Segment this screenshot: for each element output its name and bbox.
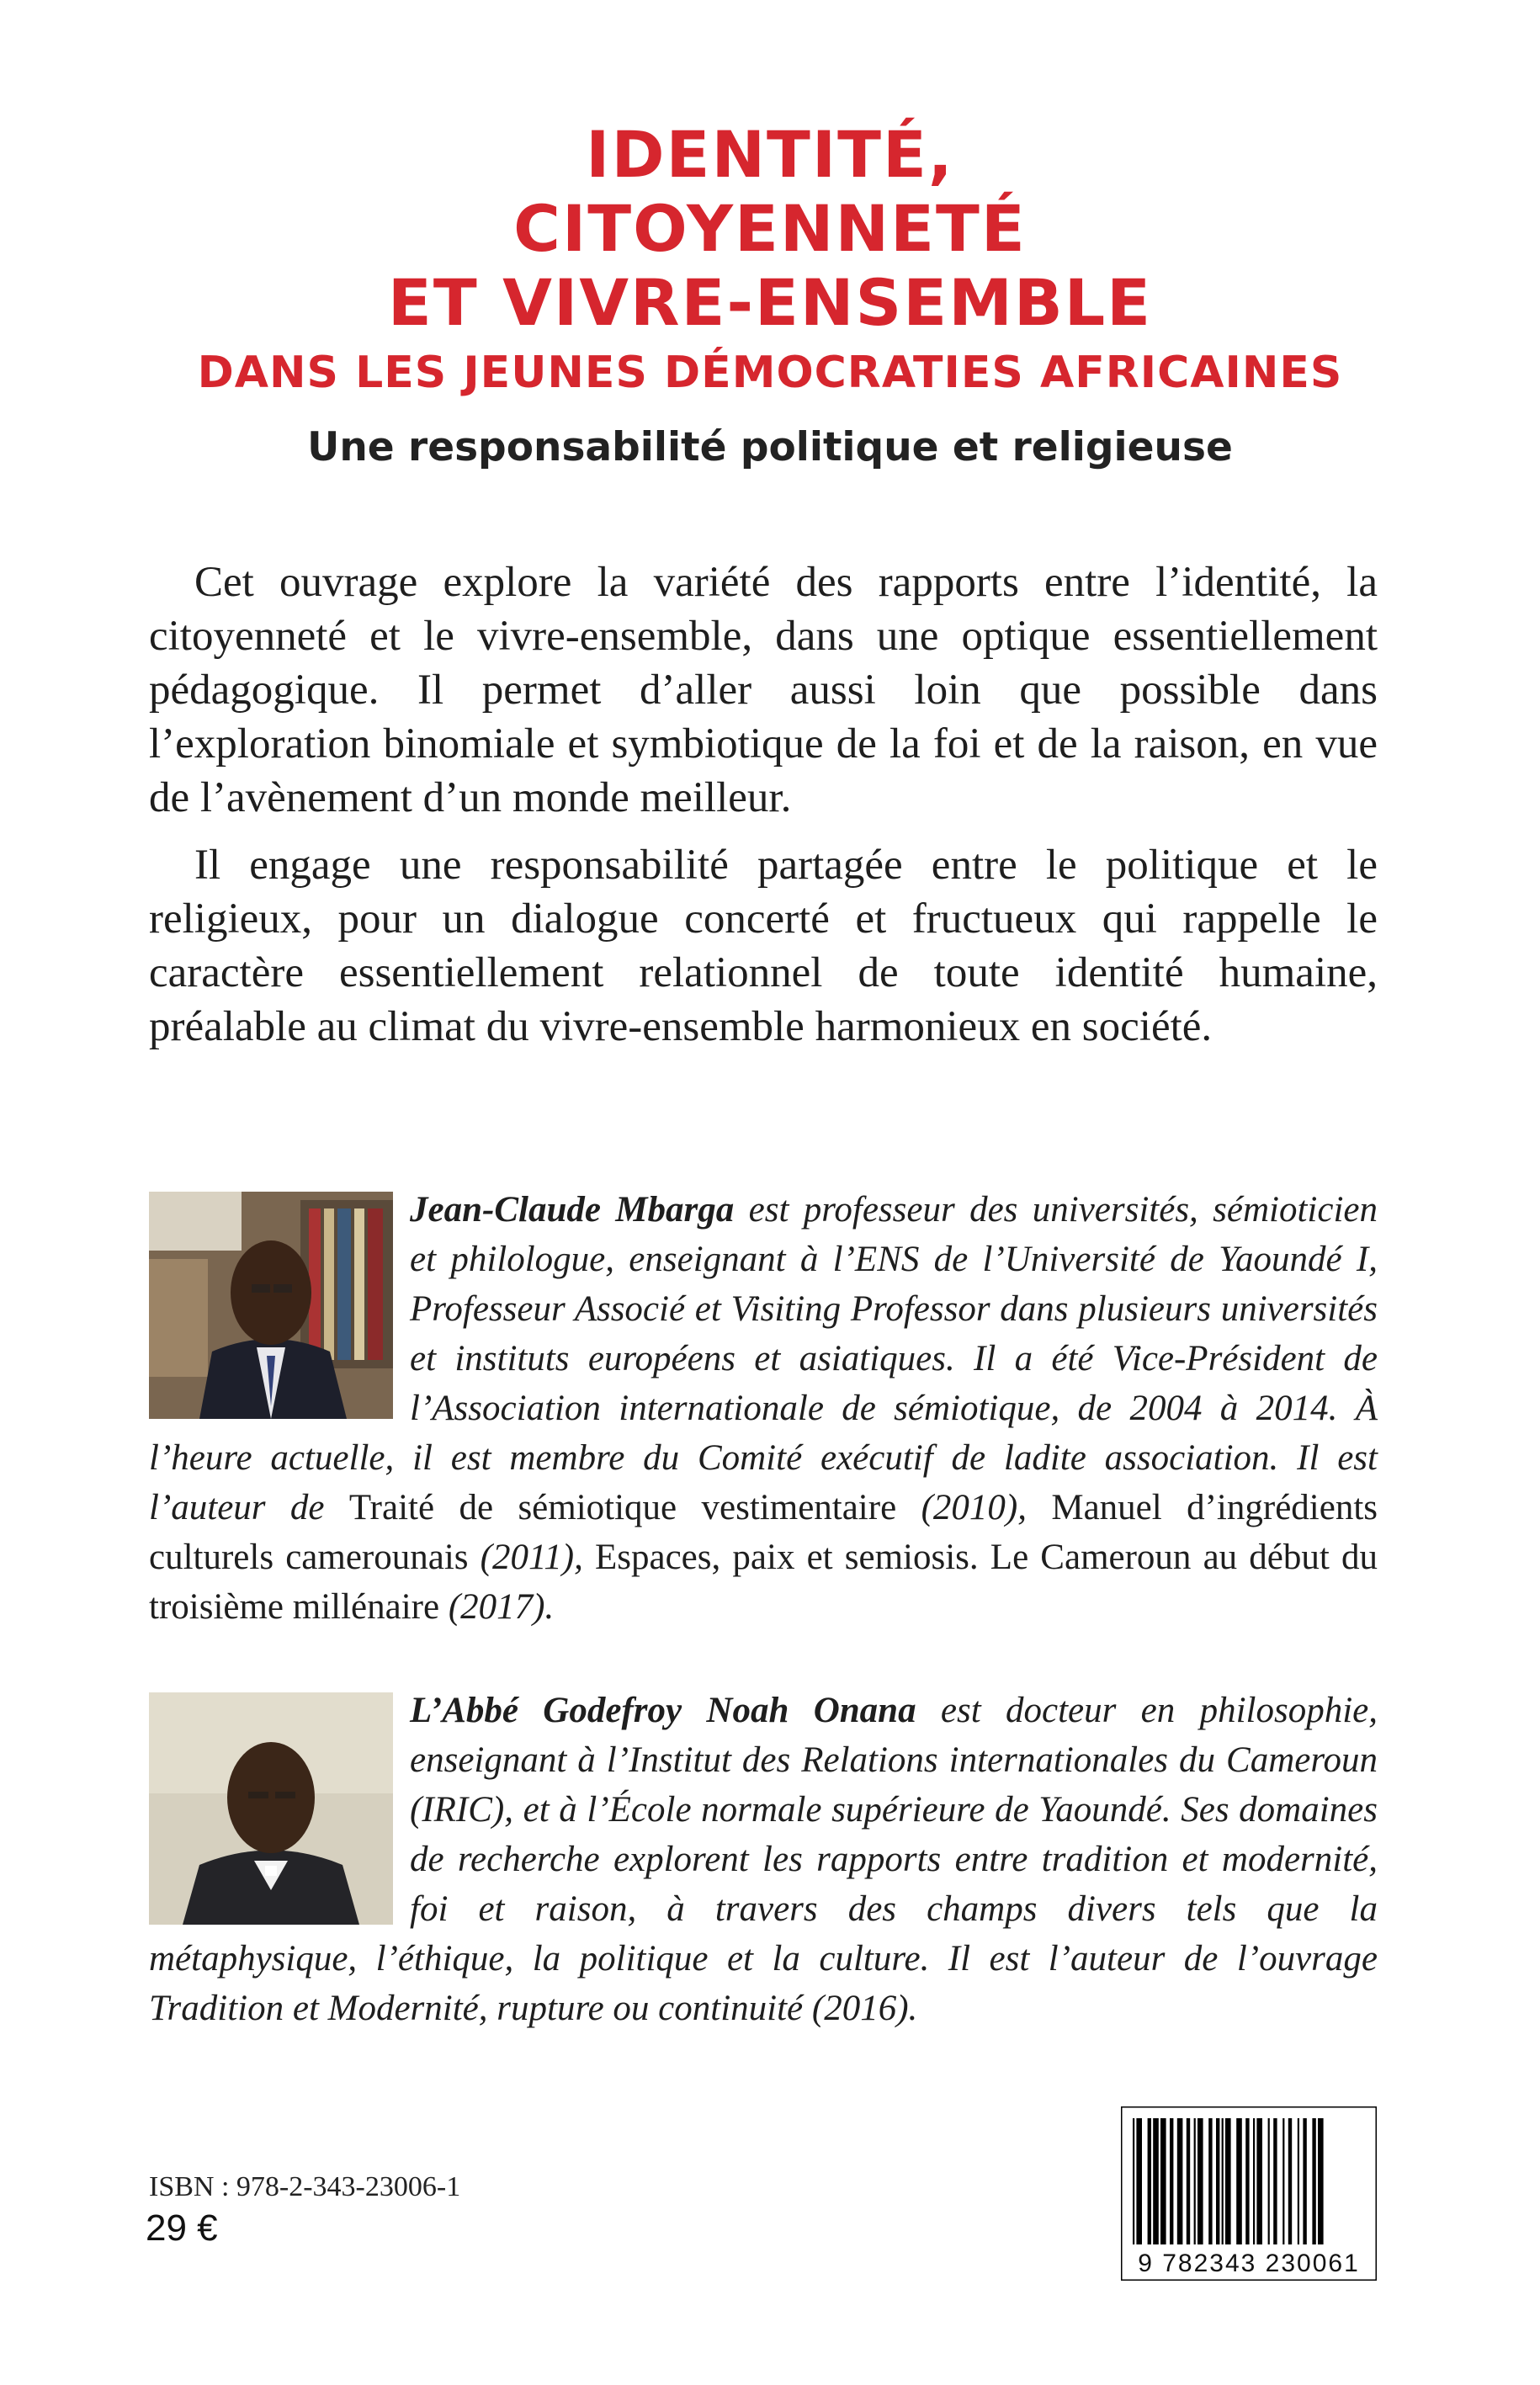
title-line-2: CITOYENNETÉ [513,191,1027,266]
summary-paragraph-2: Il engage une responsabilité partagée entre le politique et le religieux, pour un dialogue concerté et fructueux qui rappelle le caractère essentiellement relationnel de toute identité humaine, préalable au climat du vivre-ensemble harmonieux en société. [149,842,1378,1050]
barcode-bar [1208,2118,1212,2244]
barcode-bar [1273,2118,1277,2244]
barcode-bar [1222,2118,1224,2244]
barcode-bar [1153,2118,1159,2244]
barcode-bar [1288,2118,1292,2244]
book-title: Espaces, paix et semiosis. Le Cameroun au début du troisième millénaire [149,1538,1378,1627]
barcode-bar [1177,2118,1183,2244]
barcode-bar [1170,2118,1173,2244]
barcode-bar [1194,2118,1196,2244]
book-summary [149,555,1378,1067]
barcode-bar [1187,2118,1190,2244]
title-line-4: DANS LES JEUNES DÉMOCRATIES AFRICAINES [197,348,1343,398]
barcode-bar [1197,2118,1203,2244]
barcode-bar [1303,2118,1306,2244]
summary-paragraph-1: Cet ouvrage explore la variété des rapports entre l’identité, la citoyenneté et le vivre-ensemble, dans une optique essentiellement pédagogique. Il permet d’aller aussi loin que possible dans l’exploration binomiale et symbiotique de la foi et de la raison, en vue de l’avènement d’un monde meilleur. [149,559,1378,821]
barcode [1121,2106,1377,2281]
book-title: Manuel d’ingrédients culturels camerounais [149,1488,1378,1577]
book-title: Traité de sémiotique vestimentaire [348,1488,897,1527]
bio-year: (2011), [468,1538,596,1577]
barcode-bar [1253,2118,1255,2244]
author-bio-mbarga [149,1185,1378,1632]
bio-text: est professeur des universités, sémioticien et philologue, enseignant à l’ENS de l’Université de Yaoundé I, Professeur Associé et Visiting Professor dans plusieurs universités et instituts européens et asiatiques. Il a été Vice-Président de l’Association internationale de sémiotique, de 2004 à 2014. À l’heure actuelle, il est membre du Comité exécutif de ladite association. Il est l’auteur de [149,1190,1378,1527]
barcode-bar [1318,2118,1324,2244]
author-bio-onana [149,1686,1378,2033]
author-name-onana: L’Abbé Godefroy Noah Onana [410,1691,916,1730]
price-label: 29 € [146,2207,218,2249]
barcode-digits: 9 782343 230061 [1138,2250,1360,2277]
barcode-bar [1298,2118,1299,2244]
barcode-bar [1225,2118,1231,2244]
barcode-bar [1245,2118,1249,2244]
barcode-bar [1136,2118,1142,2244]
barcode-bar [1236,2118,1242,2244]
author-photo-onana-image [149,1692,393,1925]
bio-text: est docteur en philosophie, enseignant à l’Institut des Relations internationales du Cameroun (IRIC), et à l’École normale supérieure de Yaoundé. Ses domaines de recherche explorent les rapports entre tradition et modernité, foi et raison, à travers des champs divers tels que la métaphysique, l’éthique, la politique et la culture. Il est l’auteur de l’ouvrage Tradition et Modernité, rupture ou continuité (2016). [149,1691,1378,2028]
barcode-bar [1148,2118,1151,2244]
title-line-3: ET VIVRE-ENSEMBLE [387,265,1153,340]
barcode-graphic [1121,2106,1377,2281]
bio-year: (2017). [439,1587,555,1627]
barcode-bar [1282,2118,1284,2244]
isbn-label: ISBN : 978-2-343-23006-1 [149,2171,461,2202]
bio-year: (2010), [896,1488,1052,1527]
tagline: Une responsabilité politique et religieuse [307,424,1233,470]
author-photo-mbarga-image [149,1192,393,1419]
barcode-bar [1268,2118,1270,2244]
barcode-bar [1133,2118,1134,2244]
author-name-mbarga: Jean-Claude Mbarga [410,1190,735,1230]
author-photo-onana [149,1692,393,1925]
cover-title-block [0,118,1540,490]
barcode-bar [1216,2118,1219,2244]
barcode-bar [1312,2118,1315,2244]
barcode-bar [1160,2118,1166,2244]
title-line-1: IDENTITÉ, [586,117,954,192]
barcode-bar [1256,2118,1262,2244]
author-photo-mbarga [149,1192,393,1419]
